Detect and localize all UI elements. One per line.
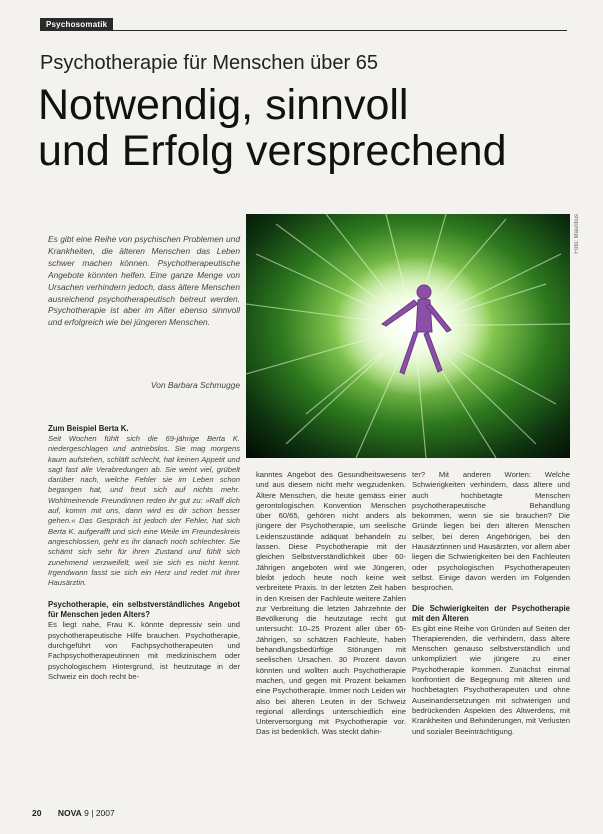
issue-number: 9 | 2007 bbox=[84, 808, 115, 818]
case-text: Seit Wochen fühlt sich die 69-jährige Berta K. niedergeschlagen und antriebslos. Sie mag morgens kaum aufstehen, schläft schlecht, hat keinen Appetit und sagt fast alle Verabredungen ab. Sie weint viel, grübelt darüber nach, welche Fehler sie im Leben schon begangen hat, und freut sich auf nichts mehr. Wohlmeinende Freundinnen reden ihr gut zu: »Raff dich auf, komm mit uns, dann wird es dir schon besser gehen.« Das Gespräch ist jedoch der Fehler, hat sich Berta K. aufgerafft und sich eine Weile im Freundeskreis angeschlossen, geht es ihr danach noch schlechter. Sie schämt sich sehr für ihren Zustand und fühlt sich zunehmend verzweifelt, weil sie sich es nicht kennt. Irgendwann fasst sie sich ein Herz und redet mit ihrer Hausärztin. bbox=[48, 434, 240, 588]
column-2 bbox=[256, 470, 406, 738]
headline-line-2: und Erfolg versprechend bbox=[38, 127, 507, 175]
column-3-body: ter? Mit anderen Worten: Welche Schwierigkeiten verhindern, dass ältere und auch hochbetagte Menschen psychotherapeutische Behandlung bekommen, wenn sie sie brauchen? Die Gründe liegen bei den älteren Menschen selber, bei deren Angehörigen, bei den Hausärztinnen und Hausärzten, vor allem aber liegen die Schwierigkeiten bei den Fachleuten oder psychologischen Psychotherapeuten selbst. Einige davon werden im Folgenden besprochen. bbox=[412, 470, 570, 593]
section-heading-2: Die Schwierigkeiten der Psychotherapie mit den Älteren bbox=[412, 603, 570, 623]
page-footer bbox=[32, 808, 115, 818]
column-1-body: Es liegt nahe, Frau K. könnte depressiv sein und psychotherapeutische Hilfe brauchen. Psychotherapie, durchgeführt von Fachpsychotherapeuten und Fachpsychotherapeutinnen mit medizinischem oder psychologischem Hintergrund, ist heutzutage in der Schweiz ein doch recht be- bbox=[48, 620, 240, 681]
article-kicker: Psychotherapie für Menschen über 65 bbox=[40, 52, 378, 74]
column-1 bbox=[48, 424, 240, 682]
column-3-body-2: Es gibt eine Reihe von Gründen auf Seiten der Therapierenden, die verhindern, dass ältere Menschen genauso selbstverständlich und unkompliziert wie jüngere zu einer Psychotherapie kommen. Zunächst einmal konfrontiert die Begegnung mit älteren und hochbetagten Psychotherapeuten und ohne Auseinandersetzungen mit schwierigen und bedrückenden Aspekten des Altwerdens, mit Krankheiten und Behinderungen, mit Verlusten und sozialer Beeinträchtigung. bbox=[412, 623, 570, 736]
headline-line-1: Notwendig, sinnvoll bbox=[38, 81, 409, 129]
section-heading-1: Psychotherapie, ein selbstverständliches Angebot für Menschen jeden Alters? bbox=[48, 600, 240, 620]
photo-credit: Foto: Mauritius bbox=[574, 214, 580, 254]
page-number: 20 bbox=[32, 808, 42, 818]
section-rubric: Psychosomatik bbox=[40, 18, 113, 31]
case-heading: Zum Beispiel Berta K. bbox=[48, 424, 129, 433]
burst-figure-image bbox=[246, 214, 570, 458]
article-photo bbox=[246, 214, 570, 458]
article-lead: Es gibt eine Reihe von psychischen Problemen und Krankheiten, die älteren Menschen das Leben schwer machen können. Psychotherapeutische Angebote könnten helfen. Eine ganze Menge von Ursachen verhindern jedoch, dass ältere Menschen ausreichend psychotherapeutisch betreut werden. Psychotherapie ist aber im Alter ebenso sinnvoll und erfolgreich wie bei jüngeren Menschen. bbox=[48, 234, 240, 328]
column-2-body: kanntes Angebot des Gesundheitswesens und aus diesem nicht mehr wegzudenken. Ältere Menschen, die heute gemäss einer gerontologischen Konvention Menschen über 60/65, gehören nicht anders als jüngere der Psychotherapie, um seelische Leidenszustände adäquat behandeln zu lassen. Diese Psychotherapie mit der gleichen Selbstverständlichkeit über 60-Jährigen angeboten wird wie Jüngeren, bleibt jedoch heute noch keine weit verbreitete Praxis. In der letzten Zeit haben in den Kreisen der Fachleute weitere Zahlen zur Verbreitung die letzten Jahrzehnte der Bevölkerung die heutzutage recht gut untersucht: 10–25 Prozent aller über 65-Jährigen, so schätzen Fachleute, haben behandlungsbedürftige Störungen mit seelischen Ursachen. 30 Prozent davon könnten und wollten auch Psychotherapie machen, und gegen mit Prozent bekamen eine Psychotherapie. Immer noch Leiden wir also bei älteren Leuten in der Schweiz regional allerdings unterschiedlich eine Unterversorgung mit Psychotherapie vor. Das ist bedenklich. Was steckt dahin- bbox=[256, 470, 406, 737]
article-headline bbox=[38, 82, 507, 174]
header-rule bbox=[40, 30, 567, 31]
byline: Von Barbara Schmugge bbox=[150, 380, 240, 390]
column-3 bbox=[412, 470, 570, 737]
magazine-brand: NOVA bbox=[57, 808, 82, 818]
